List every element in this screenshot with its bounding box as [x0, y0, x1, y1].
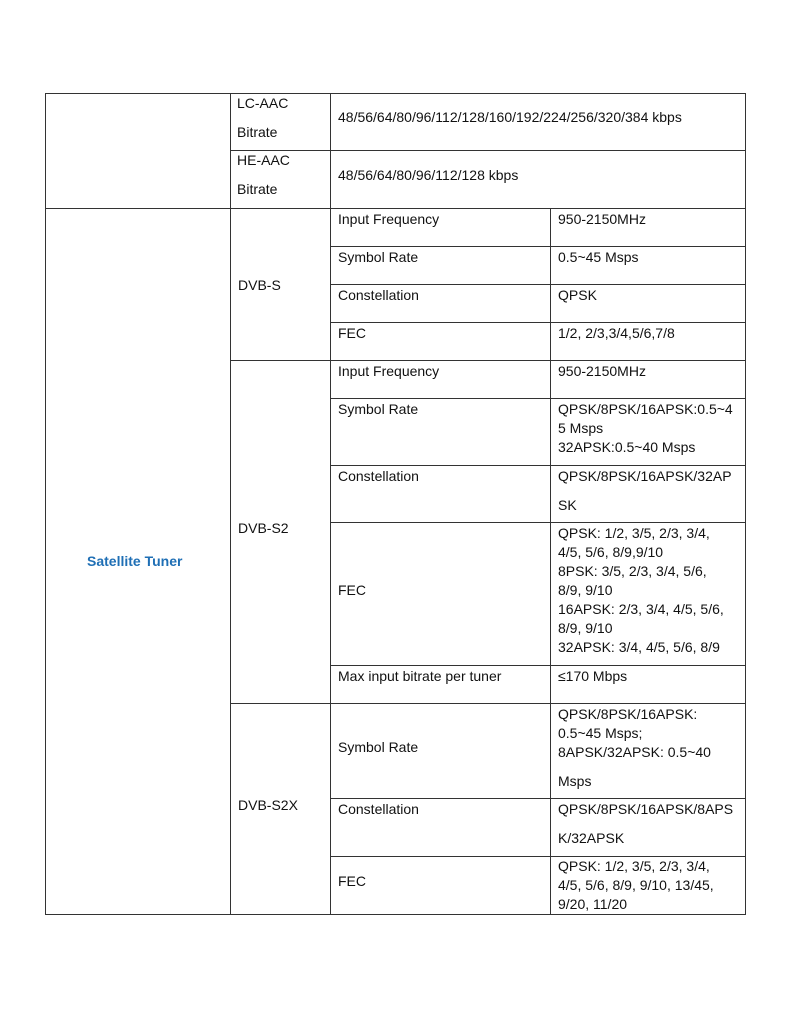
- border-right: [745, 93, 746, 915]
- border-left: [45, 93, 46, 915]
- param-value: Msps: [558, 773, 592, 789]
- param-label: FEC: [338, 325, 366, 341]
- param-label: Constellation: [338, 287, 419, 303]
- param-value: 1/2, 2/3,3/4,5/6,7/8: [558, 325, 675, 341]
- border-col1: [230, 93, 231, 915]
- border-row: [230, 360, 746, 361]
- param-value: QPSK/8PSK/16APSK: 0.5~45 Msps; 8APSK/32APSK: 0.5~40: [558, 706, 711, 760]
- param-value: QPSK/8PSK/16APSK:0.5~4 5 Msps 32APSK:0.5~40 Msps: [558, 401, 733, 455]
- border-row: [330, 284, 746, 285]
- border-row: [330, 665, 746, 666]
- param-value: QPSK: 1/2, 3/5, 2/3, 3/4, 4/5, 5/6, 8/9,9/10 8PSK: 3/5, 2/3, 3/4, 5/6, 8/9, 9/10 16APSK: 2/3, 3/4, 4/5, 5/6, 8/9, 9/10 32APSK: 3/4, 4/5, 5/6, 8/9: [558, 525, 724, 655]
- border-row: [330, 522, 746, 523]
- border-bottom: [45, 914, 746, 915]
- dvbs2-label: DVB-S2: [238, 520, 289, 536]
- param-label: Input Frequency: [338, 363, 440, 379]
- he-aac-label: HE-AAC Bitrate: [237, 152, 290, 197]
- param-label: Constellation: [338, 468, 419, 484]
- param-label: Symbol Rate: [338, 739, 419, 755]
- border-row: [330, 246, 746, 247]
- border-row: [330, 398, 746, 399]
- param-value: 950-2150MHz: [558, 363, 646, 379]
- param-label: FEC: [338, 582, 366, 598]
- border-col2: [330, 93, 331, 915]
- param-value: QPSK: [558, 287, 597, 303]
- param-label: Symbol Rate: [338, 401, 419, 417]
- param-value: QPSK/8PSK/16APSK/8APS K/32APSK: [558, 801, 734, 846]
- dvbs-label: DVB-S: [238, 277, 281, 293]
- border-row: [330, 322, 746, 323]
- param-value: ≤170 Mbps: [558, 668, 628, 684]
- border-row: [45, 208, 746, 209]
- param-value: QPSK: 1/2, 3/5, 2/3, 3/4, 4/5, 5/6, 8/9, 9/10, 13/45, 9/20, 11/20: [558, 858, 714, 912]
- border-top: [45, 93, 746, 94]
- lc-aac-label: LC-AAC Bitrate: [237, 95, 289, 140]
- param-value: 950-2150MHz: [558, 211, 646, 227]
- border-col3: [550, 208, 551, 915]
- param-label: FEC: [338, 873, 366, 889]
- param-value: QPSK/8PSK/16APSK/32AP SK: [558, 468, 732, 513]
- border-row: [230, 150, 746, 151]
- param-label: Constellation: [338, 801, 419, 817]
- satellite-tuner-heading: Satellite Tuner: [87, 553, 183, 569]
- lc-aac-value: 48/56/64/80/96/112/128/160/192/224/256/320/384 kbps: [338, 109, 682, 125]
- param-label: Input Frequency: [338, 211, 440, 227]
- border-row: [230, 703, 746, 704]
- param-label: Symbol Rate: [338, 249, 419, 265]
- dvbs2x-label: DVB-S2X: [238, 797, 298, 813]
- param-value: 0.5~45 Msps: [558, 249, 639, 265]
- he-aac-value: 48/56/64/80/96/112/128 kbps: [338, 167, 519, 183]
- param-label: Max input bitrate per tuner: [338, 668, 502, 684]
